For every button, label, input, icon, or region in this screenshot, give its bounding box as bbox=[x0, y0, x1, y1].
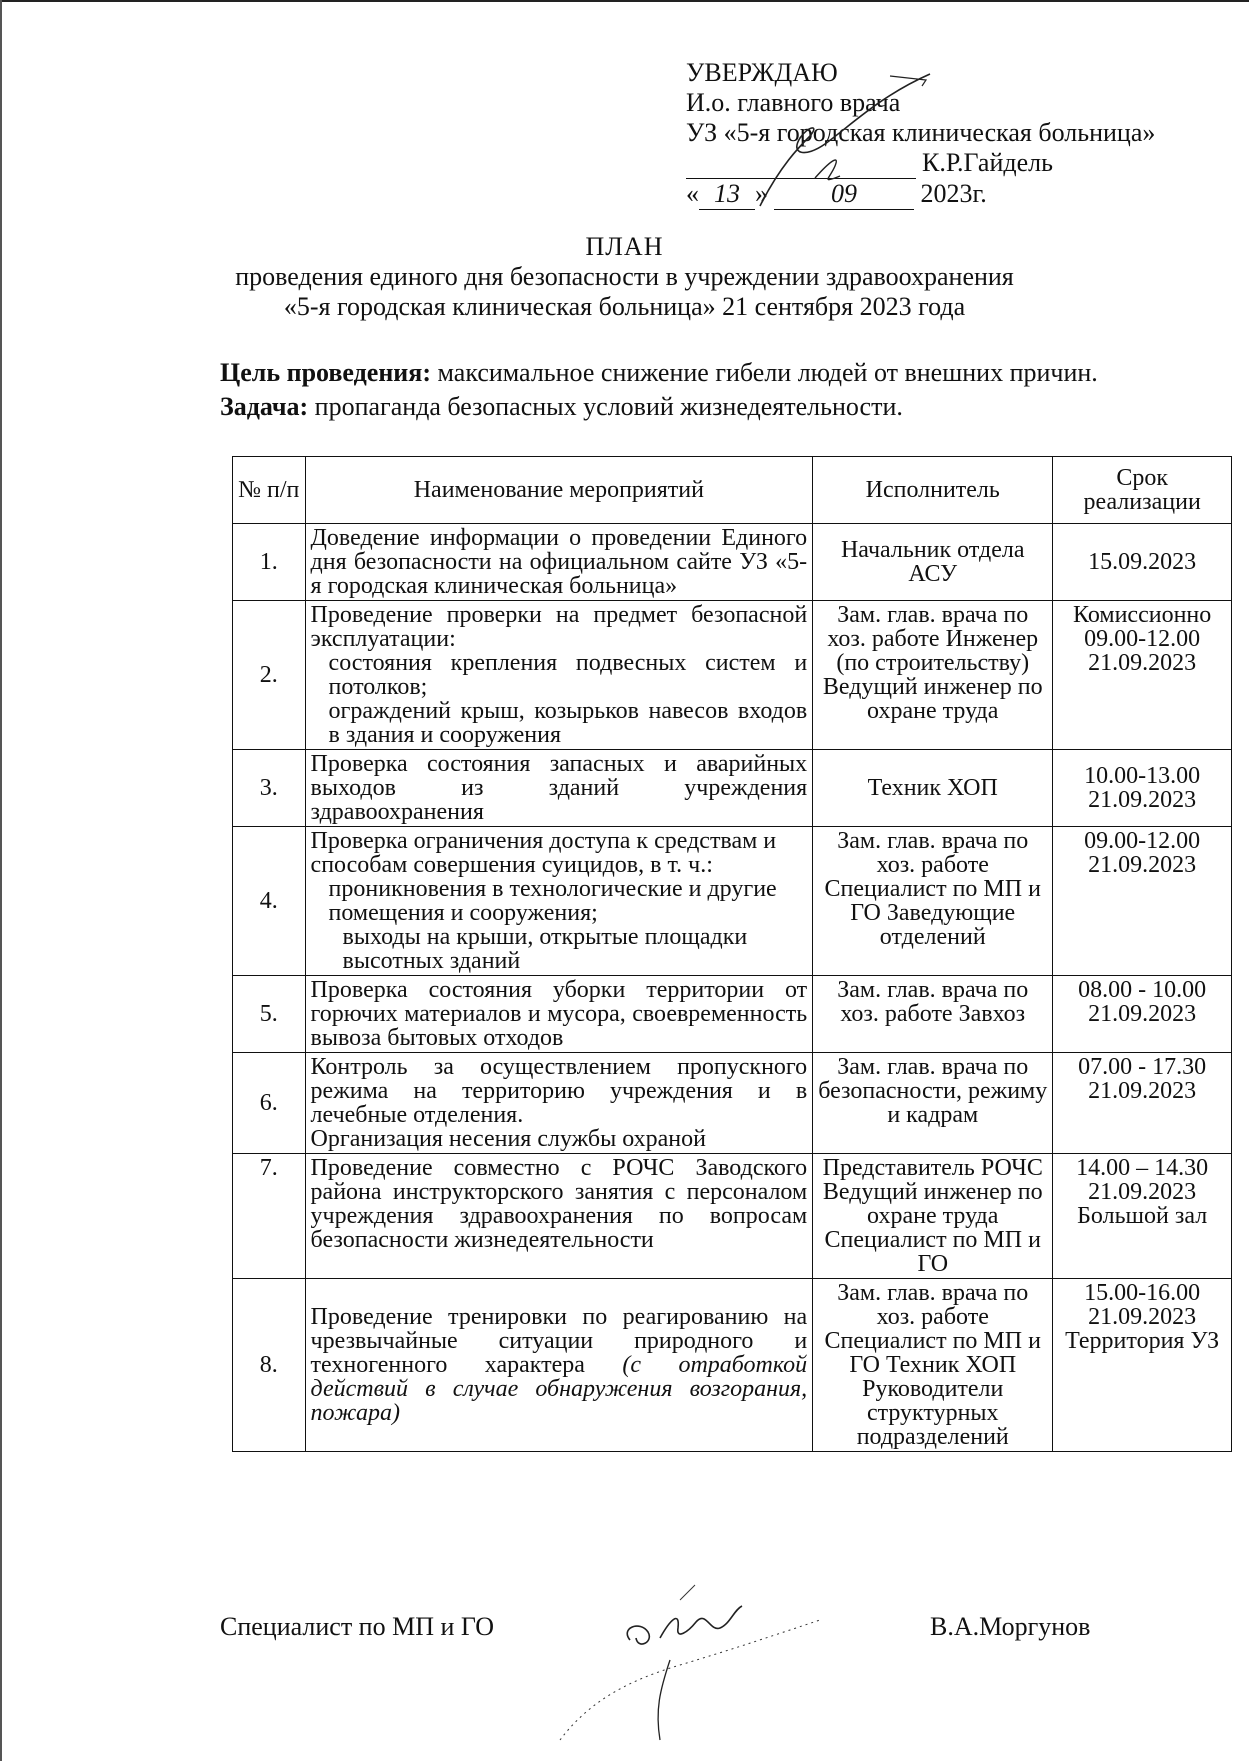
goal-line bbox=[220, 356, 1098, 390]
table-row bbox=[233, 524, 1232, 601]
row-term bbox=[1053, 601, 1232, 750]
term-line: 21.09.2023 bbox=[1088, 852, 1197, 878]
document-heading bbox=[0, 232, 1249, 262]
row-name-text: Контроль за осуществлением пропускного режима на территорию учреждения и в лечебные отделения. bbox=[310, 1054, 808, 1128]
row-name bbox=[305, 1279, 813, 1452]
term-line: 21.09.2023 bbox=[1088, 1078, 1197, 1104]
row-name-text: Проведение тренировки по реагированию на чрезвычайные ситуации природного и техногенного характера bbox=[310, 1304, 808, 1378]
term-line: 10.00-13.00 bbox=[1084, 763, 1201, 789]
term-line: 21.09.2023 bbox=[1088, 650, 1197, 676]
document-subtitle-1: проведения единого дня безопасности в учреждении здравоохранения bbox=[235, 262, 1014, 291]
row-name-item: состояния крепления подвесных систем и потолков; bbox=[328, 650, 808, 700]
approval-date-day: 13 bbox=[699, 179, 755, 210]
row-term: 15.09.2023 bbox=[1053, 524, 1232, 601]
document-title: ПЛАН bbox=[585, 232, 664, 261]
row-name-item: выходы на крыши, открытые площадки высотных зданий bbox=[342, 924, 748, 974]
table-row bbox=[233, 601, 1232, 750]
row-num: 5. bbox=[233, 976, 306, 1053]
row-name: Проверка состояния запасных и аварийных выходов из зданий учреждения здравоохранения bbox=[305, 750, 813, 827]
term-line: 09.00-12.00 bbox=[1084, 828, 1201, 854]
term-line: Комиссионно bbox=[1073, 602, 1212, 628]
goals-block bbox=[220, 356, 1098, 424]
row-executor: Начальник отдела АСУ bbox=[813, 524, 1053, 601]
document-subtitle-2: «5-я городская клиническая больница» 21 сентября 2023 года bbox=[283, 292, 966, 321]
term-line: 07.00 - 17.30 bbox=[1078, 1054, 1207, 1080]
row-name-intro: Проведение проверки на предмет безопасной эксплуатации: bbox=[310, 602, 808, 652]
goal-label: Цель проведения: bbox=[220, 358, 432, 387]
header-num: № п/п bbox=[233, 457, 306, 524]
table-row bbox=[233, 1053, 1232, 1154]
approval-position: И.о. главного врача bbox=[686, 88, 901, 117]
row-term bbox=[1053, 750, 1232, 827]
footer-signature bbox=[520, 1580, 840, 1750]
table-row bbox=[233, 750, 1232, 827]
term-line: Большой зал bbox=[1077, 1203, 1208, 1229]
row-num: 7. bbox=[233, 1154, 306, 1279]
table-row bbox=[233, 1154, 1232, 1279]
row-name bbox=[305, 827, 813, 976]
approval-date-year: 2023г. bbox=[920, 179, 987, 208]
term-line: 15.00-16.00 bbox=[1084, 1280, 1201, 1306]
row-executor: Техник ХОП bbox=[813, 750, 1053, 827]
approval-heading: УВЕРЖДАЮ bbox=[686, 58, 838, 87]
term-line: 08.00 - 10.00 bbox=[1078, 977, 1207, 1003]
row-name: Проведение совместно с РОЧС Заводского района инструкторского занятия с персоналом учреждения здравоохранения по вопросам безопасности жизнедеятельности bbox=[305, 1154, 813, 1279]
term-line: 21.09.2023 bbox=[1088, 1179, 1197, 1205]
term-line: 09.00-12.00 bbox=[1084, 626, 1201, 652]
footer-name: В.А.Моргунов bbox=[930, 1612, 1091, 1641]
term-line: 14.00 – 14.30 bbox=[1076, 1155, 1209, 1181]
date-quote-close: » bbox=[755, 179, 768, 208]
row-name: Доведение информации о проведении Единого дня безопасности на официальном сайте УЗ «5-я городская клиническая больница» bbox=[305, 524, 813, 601]
approval-date-month: 09 bbox=[774, 179, 914, 210]
task-line bbox=[220, 390, 1098, 424]
header-executor: Исполнитель bbox=[813, 457, 1053, 524]
table-row bbox=[233, 1279, 1232, 1452]
row-num: 2. bbox=[233, 601, 306, 750]
plan-table bbox=[232, 456, 1232, 1452]
table-row bbox=[233, 976, 1232, 1053]
header-name: Наименование мероприятий bbox=[305, 457, 813, 524]
row-name bbox=[305, 601, 813, 750]
table-header-row bbox=[233, 457, 1232, 524]
approval-signature bbox=[690, 66, 950, 216]
row-executor: Зам. глав. врача по хоз. работе Завхоз bbox=[813, 976, 1053, 1053]
task-label: Задача: bbox=[220, 392, 309, 421]
row-executor: Зам. глав. врача по хоз. работе Специалист по МП и ГО Техник ХОП Руководители структурных подразделений bbox=[813, 1279, 1053, 1452]
row-term bbox=[1053, 1154, 1232, 1279]
term-line: 21.09.2023 bbox=[1088, 787, 1197, 813]
row-executor: Зам. глав. врача по безопасности, режиму и кадрам bbox=[813, 1053, 1053, 1154]
date-quote-open: « bbox=[686, 179, 699, 208]
row-executor: Представитель РОЧС Ведущий инженер по охране труда Специалист по МП и ГО bbox=[813, 1154, 1053, 1279]
row-executor: Зам. глав. врача по хоз. работе Инженер (по строительству) Ведущий инженер по охране труда bbox=[813, 601, 1053, 750]
row-num: 1. bbox=[233, 524, 306, 601]
term-line: Территория УЗ bbox=[1065, 1328, 1220, 1354]
row-name-italic: (с отработкой действий в случае обнаружения возгорания, пожара) bbox=[310, 1352, 808, 1426]
row-term bbox=[1053, 827, 1232, 976]
row-name-text: Организация несения службы охраной bbox=[310, 1126, 706, 1152]
term-line: 21.09.2023 bbox=[1088, 1001, 1197, 1027]
row-term bbox=[1053, 1053, 1232, 1154]
scan-edge bbox=[0, 0, 1249, 2]
task-text: пропаганда безопасных условий жизнедеятельности. bbox=[308, 392, 903, 421]
row-num: 8. bbox=[233, 1279, 306, 1452]
row-num: 4. bbox=[233, 827, 306, 976]
row-num: 3. bbox=[233, 750, 306, 827]
row-name bbox=[305, 1053, 813, 1154]
row-num: 6. bbox=[233, 1053, 306, 1154]
term-line: 21.09.2023 bbox=[1088, 1304, 1197, 1330]
approval-organization: УЗ «5-я городская клиническая больница» bbox=[686, 118, 1156, 147]
row-term bbox=[1053, 1279, 1232, 1452]
row-name: Проверка состояния уборки территории от горючих материалов и мусора, своевременность вывоза бытовых отходов bbox=[305, 976, 813, 1053]
row-executor: Зам. глав. врача по хоз. работе Специалист по МП и ГО Заведующие отделений bbox=[813, 827, 1053, 976]
row-term bbox=[1053, 976, 1232, 1053]
row-name-item: проникновения в технологические и другие помещения и сооружения; bbox=[328, 876, 777, 926]
table-row bbox=[233, 827, 1232, 976]
footer-position: Специалист по МП и ГО bbox=[220, 1612, 495, 1641]
goal-text: максимальное снижение гибели людей от внешних причин. bbox=[431, 358, 1098, 387]
row-name-intro: Проверка ограничения доступа к средствам и способам совершения суицидов, в т. ч.: bbox=[310, 828, 777, 878]
header-term: Срок реализации bbox=[1053, 457, 1232, 524]
row-name-item: ограждений крыш, козырьков навесов входов в здания и сооружения bbox=[328, 698, 808, 748]
approval-signer: К.Р.Гайдель bbox=[922, 148, 1053, 177]
